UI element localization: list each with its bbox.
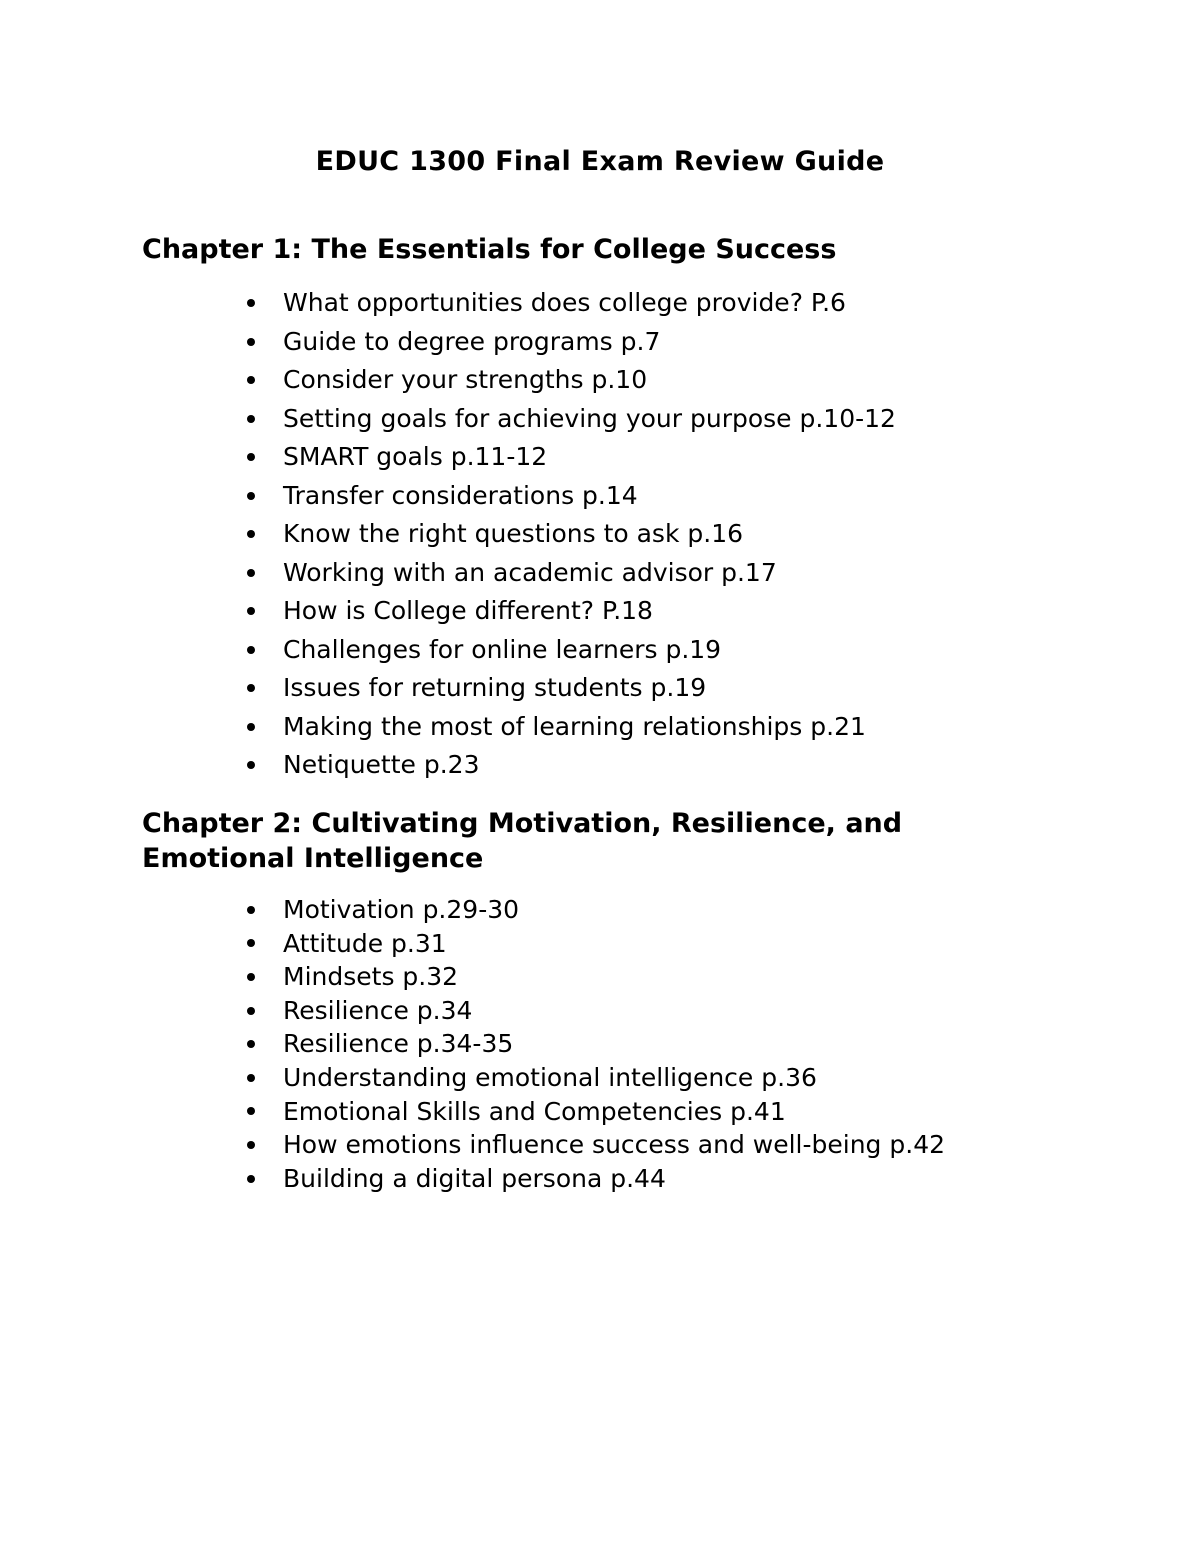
list-item-text: Building a digital persona p.44 xyxy=(283,1163,666,1193)
list-item xyxy=(242,1095,1142,1129)
chapter-1-heading-text: Chapter 1: The Essentials for College Success xyxy=(142,234,837,265)
list-item xyxy=(242,554,1142,593)
list-item-text: Motivation p.29-30 xyxy=(283,895,520,924)
chapter-1-heading xyxy=(142,232,1042,267)
list-item xyxy=(242,515,1142,554)
list-item-text: Challenges for online learners p.19 xyxy=(283,634,722,664)
list-item-text: Emotional Skills and Competencies p.41 xyxy=(283,1096,786,1126)
list-item xyxy=(242,669,1142,708)
list-item-text: Issues for returning students p.19 xyxy=(283,673,707,702)
list-item xyxy=(242,361,1142,400)
list-item xyxy=(242,631,1142,670)
list-item-text: What opportunities does college provide? P.6 xyxy=(283,288,846,317)
list-item-text: Consider your strengths p.10 xyxy=(283,365,648,394)
bullet-icon xyxy=(247,939,255,947)
bullet-icon xyxy=(247,1141,255,1149)
list-item xyxy=(242,1162,1142,1196)
list-item-text: Understanding emotional intelligence p.36 xyxy=(283,1062,817,1092)
list-item-text: How emotions influence success and well-being p.42 xyxy=(283,1130,945,1160)
list-item xyxy=(242,927,1142,961)
bullet-icon xyxy=(247,492,255,500)
list-item xyxy=(242,323,1142,362)
list-item-text: SMART goals p.11-12 xyxy=(283,442,548,471)
chapter-2-heading xyxy=(142,806,1042,876)
list-item xyxy=(242,477,1142,516)
list-item-text: Guide to degree programs p.7 xyxy=(283,326,661,356)
bullet-icon xyxy=(247,338,255,346)
bullet-icon xyxy=(247,376,255,384)
list-item xyxy=(242,746,1142,785)
list-item-text: Working with an academic advisor p.17 xyxy=(283,557,777,587)
bullet-icon xyxy=(247,569,255,577)
list-item xyxy=(242,400,1142,439)
list-item xyxy=(242,708,1142,747)
bullet-icon xyxy=(247,1175,255,1183)
bullet-icon xyxy=(247,1074,255,1082)
list-item-text: Resilience p.34-35 xyxy=(283,1029,514,1059)
list-item-text: Resilience p.34 xyxy=(283,995,473,1025)
bullet-icon xyxy=(247,646,255,654)
list-item xyxy=(242,592,1142,631)
list-item xyxy=(242,438,1142,477)
list-item xyxy=(242,1128,1142,1162)
list-item xyxy=(242,1061,1142,1095)
list-item-text: Netiquette p.23 xyxy=(283,750,480,779)
list-item xyxy=(242,960,1142,994)
bullet-icon xyxy=(247,453,255,461)
list-item xyxy=(242,284,1142,323)
bullet-icon xyxy=(247,415,255,423)
list-item xyxy=(242,1027,1142,1061)
list-item-text: Setting goals for achieving your purpose p.10-12 xyxy=(283,403,896,433)
bullet-icon xyxy=(247,1107,255,1115)
list-item xyxy=(242,893,1142,927)
bullet-icon xyxy=(247,761,255,769)
bullet-icon xyxy=(247,906,255,914)
bullet-icon xyxy=(247,299,255,307)
document-title: EDUC 1300 Final Exam Review Guide xyxy=(315,146,885,177)
list-item-text: Know the right questions to ask p.16 xyxy=(283,519,744,548)
chapter-2-heading-line-1: Chapter 2: Cultivating Motivation, Resilience, and xyxy=(142,808,903,839)
bullet-icon xyxy=(247,1040,255,1048)
list-item-text: Mindsets p.32 xyxy=(283,962,459,992)
chapter-2-topic-list xyxy=(242,893,1142,1195)
list-item-text: Attitude p.31 xyxy=(283,928,447,958)
list-item-text: How is College different? P.18 xyxy=(283,596,653,625)
chapter-2-heading-line-2: Emotional Intelligence xyxy=(142,843,484,874)
list-item-text: Making the most of learning relationships p.21 xyxy=(283,711,866,741)
bullet-icon xyxy=(247,973,255,981)
list-item-text: Transfer considerations p.14 xyxy=(283,480,638,510)
bullet-icon xyxy=(247,684,255,692)
bullet-icon xyxy=(247,723,255,731)
list-item xyxy=(242,994,1142,1028)
bullet-icon xyxy=(247,530,255,538)
bullet-icon xyxy=(247,607,255,615)
bullet-icon xyxy=(247,1007,255,1015)
chapter-1-topic-list xyxy=(242,284,1142,785)
